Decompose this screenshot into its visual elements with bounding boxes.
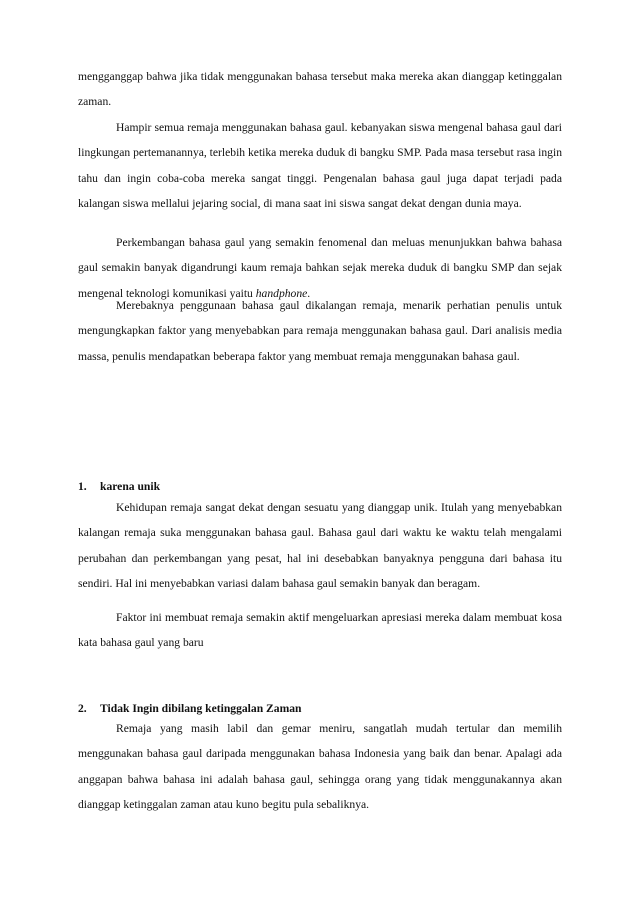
intro-paragraph-3-text: Perkembangan bahasa gaul yang semakin fenomenal dan meluas menunjukkan bahwa bahasa gaul semakin banyak digandrungi kaum remaja bahkan sejak mereka duduk di bangku SMP dan sejak mengenal teknologi komunikasi yaitu [78,236,562,300]
handphone-term: handphone [255,286,308,300]
section-2-number: 2. [78,702,87,715]
intro-paragraph-3-end: . [307,286,311,300]
intro-paragraph-2: Hampir semua remaja menggunakan bahasa gaul. kebanyakan siswa mengenal bahasa gaul dari lingkungan pertemanannya, terlebih ketika mereka duduk di bangku SMP. Pada masa tersebut rasa ingin tahu dan ingin coba-coba mereka sangat tinggi. Pengenalan bahasa gaul juga dapat terjadi pada kalangan siswa mellalui jejaring social, di mana saat ini siswa sangat dekat dengan dunia maya. [78,121,562,211]
section-1-heading [78,478,562,496]
section-1-number: 1. [78,480,87,493]
section-2-paragraph-1: Remaja yang masih labil dan gemar meniru, sangatlah mudah tertular dan memilih menggunakan bahasa gaul daripada menggunakan bahasa Indonesia yang baik dan benar. Apalagi ada anggapan bahwa bahasa ini adalah bahasa gaul, sehingga orang yang tidak menggunakannya akan dianggap ketinggalan zaman atau kuno begitu pula sebaliknya. [78,722,562,812]
section-2-title: Tidak Ingin dibilang ketinggalan Zaman [100,702,302,715]
section-1-title: karena unik [100,480,161,493]
intro-paragraph-4: Merebaknya penggunaan bahasa gaul dikalangan remaja, menarik perhatian penulis untuk mengungkapkan faktor yang menyebabkan para remaja menggunakan bahasa gaul. Dari analisis media massa, penulis mendapatkan beberapa faktor yang membuat remaja menggunakan bahasa gaul. [78,299,562,363]
section-1-paragraph-1: Kehidupan remaja sangat dekat dengan sesuatu yang dianggap unik. Itulah yang menyebabkan kalangan remaja suka menggunakan bahasa gaul. Bahasa gaul dari waktu ke waktu telah mengalami perubahan dan perkembangan yang pesat, hal ini desebabkan banyaknya pengguna dari bahasa itu sendiri. Hal ini menyebabkan variasi dalam bahasa gaul semakin banyak dan beragam. [78,501,562,591]
section-1-paragraph-2: Faktor ini membuat remaja semakin aktif mengeluarkan apresiasi mereka dalam membuat kosa kata bahasa gaul yang baru [78,611,562,650]
intro-paragraph-1: mengganggap bahwa jika tidak menggunakan bahasa tersebut maka mereka akan dianggap ketinggalan zaman. [78,70,562,109]
